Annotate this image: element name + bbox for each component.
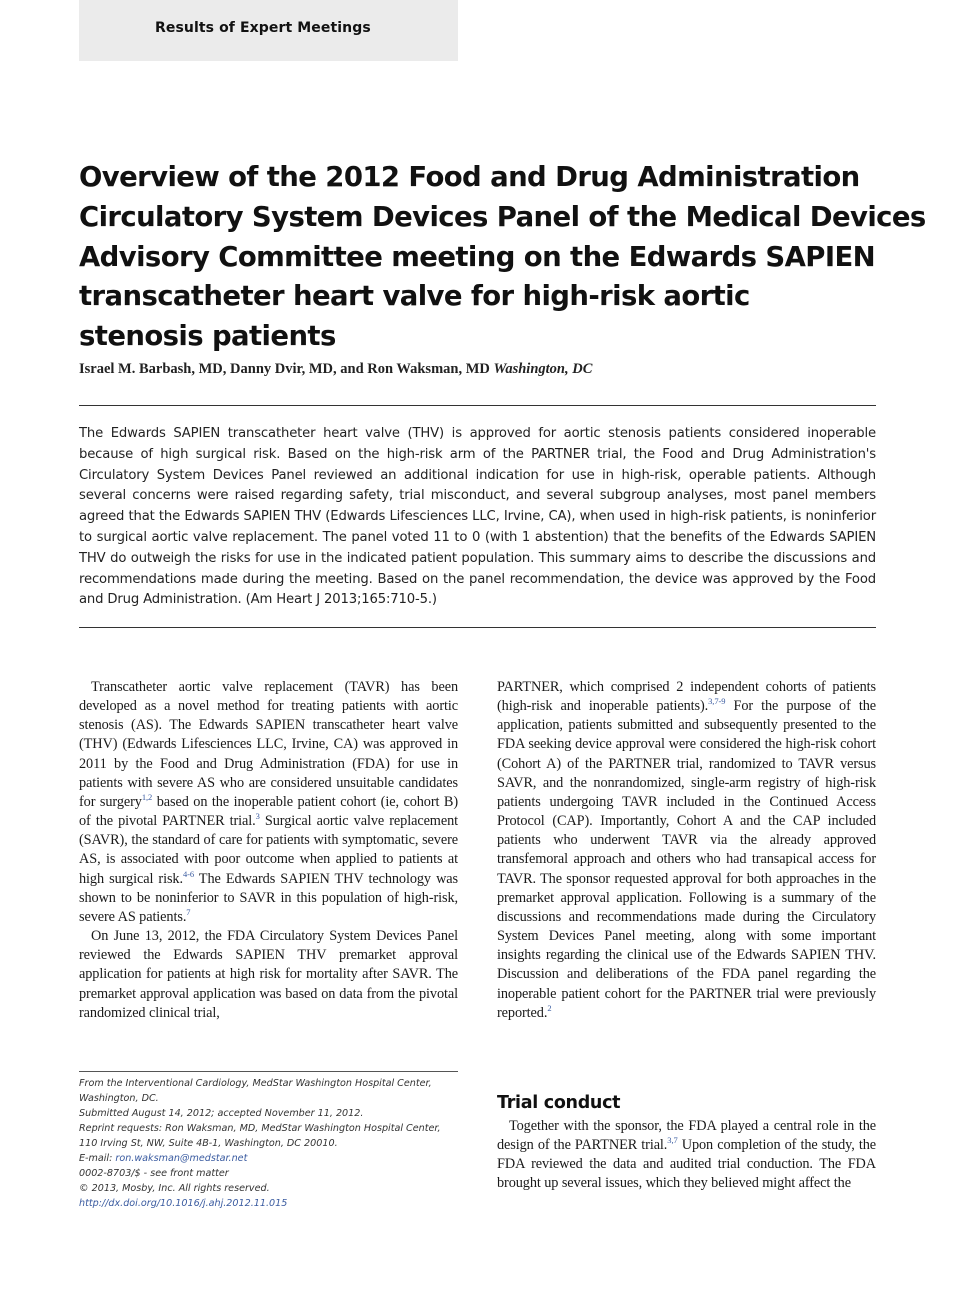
citation-ref[interactable]: 3,7: [667, 1135, 678, 1146]
footnotes: [79, 1076, 458, 1211]
abstract-top-rule: [79, 405, 876, 406]
citation-ref[interactable]: 2: [547, 1002, 552, 1013]
footnote-email: E-mail: ron.waksman@medstar.net: [79, 1153, 248, 1164]
title-line: stenosis patients: [79, 320, 336, 353]
email-link[interactable]: ron.waksman@medstar.net: [115, 1153, 248, 1164]
section-heading: Trial conduct: [497, 1093, 621, 1113]
doi-link[interactable]: http://dx.doi.org/10.1016/j.ahj.2012.11.015: [79, 1198, 288, 1209]
right-column-continued: [497, 1117, 876, 1194]
citation-ref[interactable]: 7: [186, 906, 191, 917]
body-paragraph: Together with the sponsor, the FDA played a central role in the design of the PARTNER trial.$^{3,7}$ Upon completion of the study, the FDA reviewed the data and audited trial conduction. The FDA brought up several issues, which they believed might affect the: [497, 1118, 877, 1192]
footnote-affiliation: From the Interventional Cardiology, MedStar Washington Hospital Center, Washington, DC.: [79, 1078, 432, 1104]
article-title: [79, 158, 926, 357]
body-paragraph: PARTNER, which comprised 2 independent cohorts of patients (high-risk and inoperable patients).$^{3,7-9}$ For the purpose of the application, patients submitted and subsequently presented to the FDA seeking device approval were considered the high-risk cohort (Cohort A) of the PARTNER trial, randomized to TAVR versus SAVR, and the nonrandomized, single-arm registry of high-risk patients undergoing TAVR included in the Continued Access Protocol (CAP). Importantly, Cohort A and the CAP included patients who underwent TAVR via the already approved transfemoral approach and others who had transapical access for TAVR. The sponsor requested approval for both approaches in the premarket approval application. Following is a summary of the discussions and recommendations made during the Circulatory System Devices Panel meeting, along with some important insights regarding the clinical use of the Edwards SAPIEN THV. Discussion and deliberations of the FDA panel regarding the inoperable patient cohort for the PARTNER trial were previously reported.$^2$: [497, 679, 876, 1021]
author-line: [79, 361, 592, 378]
citation-ref[interactable]: 1,2: [141, 791, 153, 802]
footnote-submitted: Submitted August 14, 2012; accepted November 11, 2012.: [79, 1108, 364, 1119]
title-line: transcatheter heart valve for high-risk aortic: [79, 280, 750, 313]
title-line: Circulatory System Devices Panel of the Medical Devices: [79, 200, 926, 233]
author-names: Israel M. Barbash, MD, Danny Dvir, MD, and Ron Waksman, MD: [79, 361, 490, 377]
footnote-reprint: Reprint requests: Ron Waksman, MD, MedStar Washington Hospital Center, 110 Irving St, NW, Suite 4B-1, Washington, DC 20010.: [79, 1123, 441, 1149]
footnote-copyright: © 2013, Mosby, Inc. All rights reserved.: [79, 1183, 270, 1194]
abstract-bottom-rule: [79, 627, 876, 628]
footnote-rule: [79, 1071, 458, 1072]
section-label-tab: [79, 0, 458, 61]
footnote-issn: 0002-8703/$ - see front matter: [79, 1168, 229, 1179]
left-column: [79, 678, 458, 1023]
title-line: Overview of the 2012 Food and Drug Administration: [79, 161, 860, 193]
body-paragraph: On June 13, 2012, the FDA Circulatory System Devices Panel reviewed the Edwards SAPIEN THV premarket approval application for patients at high risk for mortality after SAVR. The premarket approval application was based on data from the pivotal randomized clinical trial,: [79, 928, 458, 1021]
citation-ref[interactable]: 4-6: [182, 868, 194, 879]
title-line: Advisory Committee meeting on the Edwards SAPIEN: [79, 240, 876, 273]
citation-ref[interactable]: 3: [255, 811, 260, 822]
abstract: The Edwards SAPIEN transcatheter heart valve (THV) is approved for aortic stenosis patients considered inoperable because of high surgical risk. Based on the high-risk arm of the PARTNER trial, the Food and Drug Administration's Circulatory System Devices Panel reviewed an additional indication for use in high-risk, operable patients. Although several concerns were raised regarding safety, trial misconduct, and several subgroup analyses, most panel members agreed that the Edwards SAPIEN THV (Edwards Lifesciences LLC, Irvine, CA), when used in high-risk patients, is noninferior to surgical aortic valve replacement. The panel voted 11 to 0 (with 1 abstention) that the benefits of the Edwards SAPIEN THV do outweigh the risks for use in the indicated patient population. This summary aims to describe the discussions and recommendations made during the meeting. Based on the panel recommendation, the device was approved by the Food and Drug Administration. (Am Heart J 2013;165:710-5.): [79, 426, 876, 608]
section-label: Results of Expert Meetings: [155, 20, 371, 36]
citation-ref[interactable]: 3,7-9: [708, 696, 726, 707]
author-location: Washington, DC: [493, 361, 593, 377]
right-column: [497, 678, 876, 1023]
body-paragraph: Transcatheter aortic valve replacement (TAVR) has been developed as a novel method for treating patients with aortic stenosis (AS). The Edwards SAPIEN transcatheter heart valve (THV) (Edwards Lifesciences LLC, Irvine, CA) was approved in 2011 by the Food and Drug Administration (FDA) for use in patients with severe AS who are considered unsuitable candidates for surgery$^{1,2}$ based on the inoperable patient cohort (ie, cohort B) of the pivotal PARTNER trial.$^3$ Surgical aortic valve replacement (SAVR), the standard of care for patients with symptomatic, severe AS, is associated with poor outcome when applied to patients at high surgical risk.$^{4-6}$ The Edwards SAPIEN THV technology was shown to be noninferior to SAVR in this population of high-risk, severe AS patients.$^7$: [79, 679, 459, 925]
